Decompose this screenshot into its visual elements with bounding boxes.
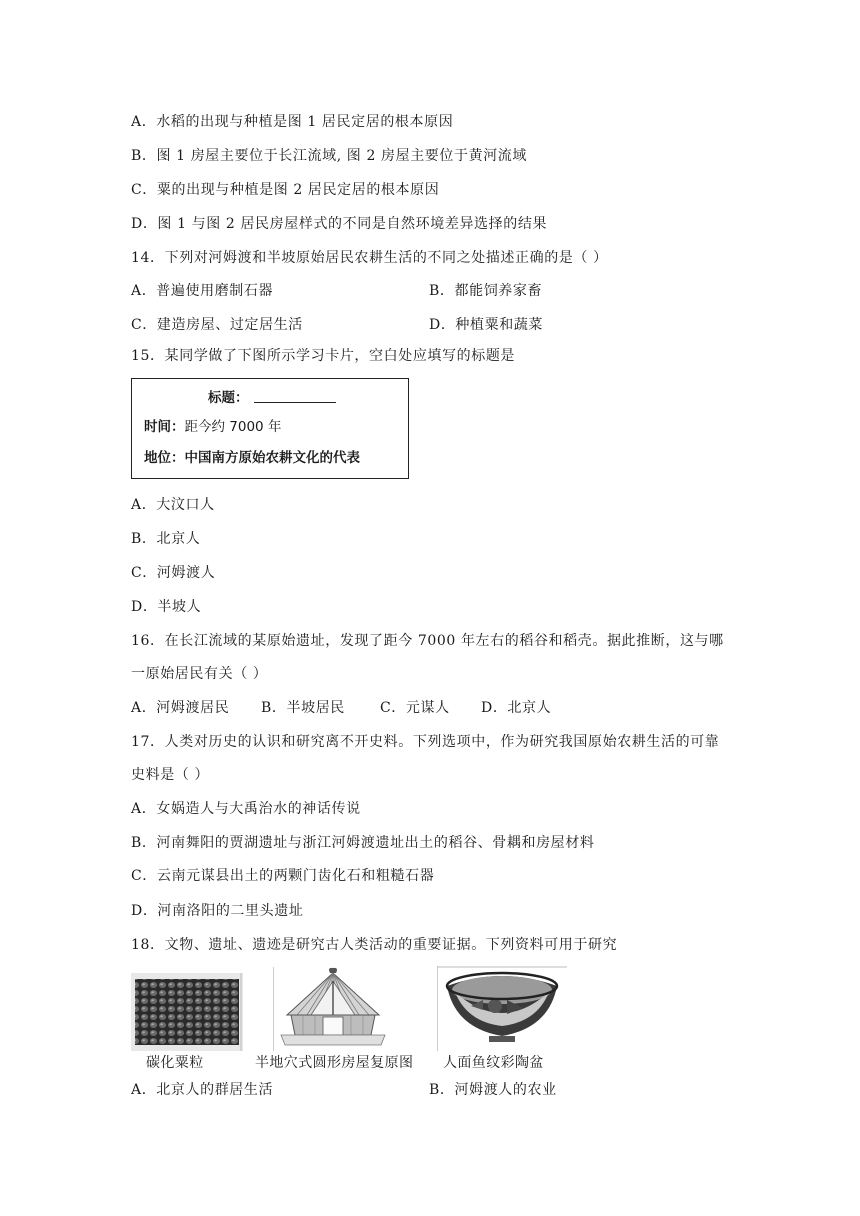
- q17-option-b: B．河南舞阳的贾湖遗址与浙江河姆渡遗址出土的稻谷、骨耦和房屋材料: [131, 835, 595, 851]
- bowl-caption: 人面鱼纹彩陶盆: [443, 1055, 544, 1071]
- q16-option-a: A．河姆渡居民: [131, 700, 230, 716]
- card-status-row: [144, 446, 360, 466]
- q13-option-d: D．图 1 与图 2 居民房屋样式的不同是自然环境差异选择的结果: [131, 216, 548, 232]
- q15-option-a: A．大汶口人: [131, 497, 215, 513]
- card-time-value: 距今约 7000 年: [184, 419, 282, 435]
- q17-option-c: C．云南元谋县出土的两颗门齿化石和粗糙石器: [131, 868, 435, 884]
- q13-option-a: A．水稻的出现与种植是图 1 居民定居的根本原因: [131, 114, 454, 130]
- q14-stem: 14．下列对河姆渡和半坡原始居民农耕生活的不同之处描述正确的是（ ）: [131, 250, 608, 266]
- card-status-value: 中国南方原始农耕文化的代表: [184, 450, 360, 466]
- card-title-blank: [254, 402, 336, 403]
- q18-stem: 18．文物、遗址、遗迹是研究古人类活动的重要证据。下列资料可用于研究: [131, 937, 618, 953]
- q17-stem-line2: 史料是（ ）: [131, 767, 210, 783]
- millet-grains-image: [131, 973, 243, 1051]
- q16-option-d: D．北京人: [481, 700, 552, 716]
- q15-option-b: B．北京人: [131, 531, 201, 547]
- millet-caption: 碳化粟粒: [146, 1055, 204, 1071]
- study-card: [131, 378, 409, 479]
- q15-option-c: C．河姆渡人: [131, 565, 216, 581]
- q17-option-a: A．女娲造人与大禹治水的神话传说: [131, 801, 361, 817]
- q18-option-b: B．河姆渡人的农业: [429, 1082, 557, 1098]
- q14-option-b: B．都能饲养家畜: [429, 283, 543, 299]
- q14-option-d: D．种植粟和蔬菜: [429, 317, 544, 333]
- round-house-image: [273, 967, 393, 1051]
- q16-option-b: B．半坡居民: [261, 700, 345, 716]
- q14-option-c: C．建造房屋、过定居生活: [131, 317, 303, 333]
- q18-option-a: A．北京人的群居生活: [131, 1082, 274, 1098]
- q15-stem: 15．某同学做了下图所示学习卡片，空白处应填写的标题是: [131, 348, 516, 364]
- card-title-label: 标题：: [208, 390, 249, 406]
- house-caption: 半地穴式圆形房屋复原图: [255, 1055, 414, 1071]
- q16-option-c: C．元谋人: [380, 700, 450, 716]
- q17-stem-line1: 17．人类对历史的认识和研究离不开史料。下列选项中，作为研究我国原始农耕生活的可靠: [131, 734, 720, 750]
- q16-stem-line2: 一原始居民有关（ ）: [131, 666, 268, 682]
- painted-basin-image: [437, 966, 567, 1051]
- card-time-row: [144, 415, 281, 435]
- q17-option-d: D．河南洛阳的二里头遗址: [131, 903, 304, 919]
- q13-option-b: B．图 1 房屋主要位于长江流域, 图 2 房屋主要位于黄河流域: [131, 148, 528, 164]
- q15-option-d: D．半坡人: [131, 599, 202, 615]
- q13-option-c: C．粟的出现与种植是图 2 居民定居的根本原因: [131, 182, 440, 198]
- card-time-label: 时间：: [144, 419, 185, 435]
- q14-option-a: A．普遍使用磨制石器: [131, 283, 274, 299]
- card-status-label: 地位：: [144, 450, 185, 466]
- q16-stem-line1: 16．在长江流域的某原始遗址，发现了距今 7000 年左右的稻谷和稻壳。据此推断，这与哪: [131, 633, 724, 649]
